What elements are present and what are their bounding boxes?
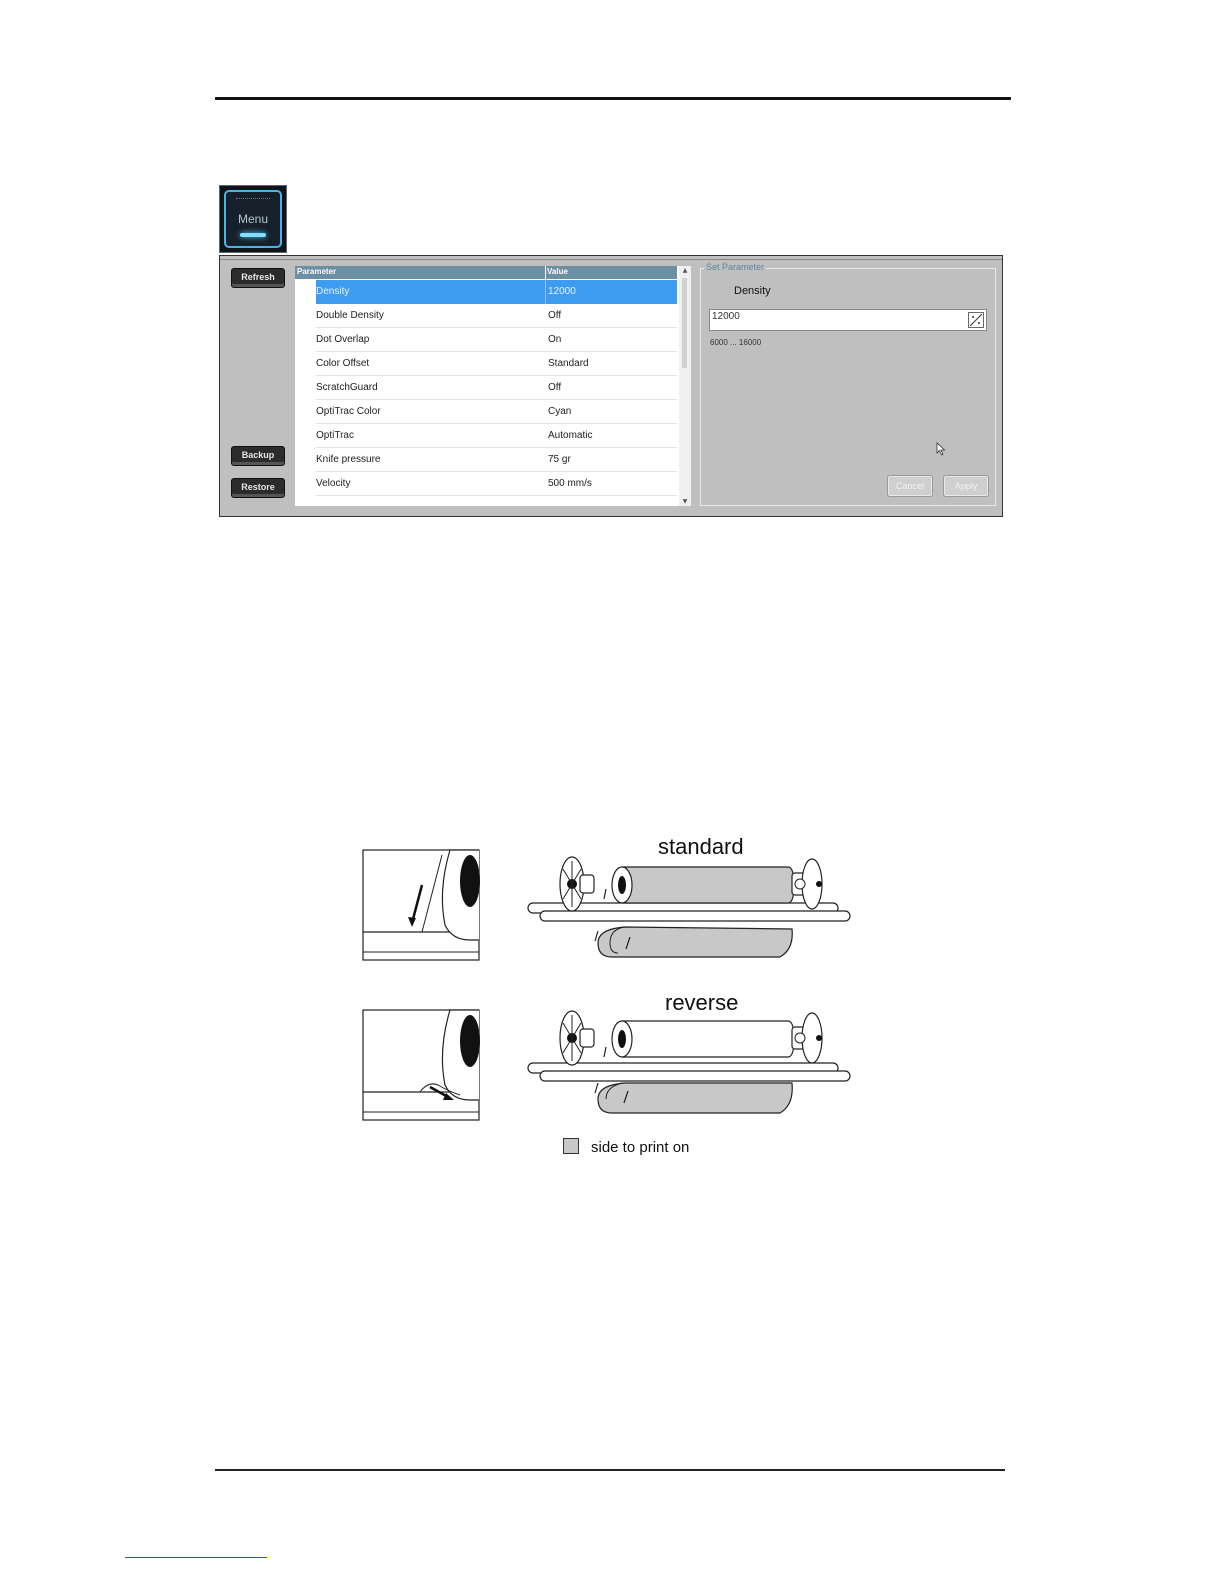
standard-loading-illustration	[360, 845, 860, 970]
row-value: Standard	[548, 358, 589, 369]
row-value: Automatic	[548, 430, 593, 441]
table-row[interactable]	[316, 304, 677, 328]
restore-button[interactable]: Restore	[231, 478, 285, 498]
row-parameter: Double Density	[316, 310, 384, 321]
menu-glow-bar	[240, 233, 266, 237]
cancel-button[interactable]: Cancel	[887, 475, 933, 497]
standard-detail-inset	[363, 850, 480, 960]
scroll-thumb[interactable]	[682, 278, 687, 368]
row-value: 75 gr	[548, 454, 571, 465]
table-row[interactable]	[316, 448, 677, 472]
row-value: On	[548, 334, 562, 345]
row-parameter: Knife pressure	[316, 454, 381, 465]
parameter-value-text: 12000	[712, 311, 740, 322]
bottom-rule	[215, 1469, 1005, 1471]
reverse-detail-inset	[363, 1010, 480, 1120]
row-parameter: Color Offset	[316, 358, 370, 369]
parameter-value-input[interactable]	[709, 309, 987, 331]
parameter-name: Density	[734, 285, 771, 297]
menu-grip	[236, 198, 270, 201]
table-row[interactable]	[316, 280, 677, 304]
keypad-icon[interactable]	[968, 312, 984, 328]
column-header-parameter[interactable]: Parameter	[297, 267, 337, 276]
row-parameter: Density	[316, 286, 350, 297]
table-row[interactable]	[316, 376, 677, 400]
row-value: 500 mm/s	[548, 478, 592, 489]
set-parameter-legend: Set Parameter	[706, 262, 765, 272]
table-scrollbar[interactable]	[679, 266, 691, 506]
row-parameter: OptiTrac	[316, 430, 354, 441]
table-row[interactable]	[316, 352, 677, 376]
row-parameter: OptiTrac Color	[316, 406, 381, 417]
print-side-swatch	[563, 1138, 579, 1154]
refresh-button[interactable]: Refresh	[231, 268, 285, 288]
footer-link-underline[interactable]	[125, 1557, 267, 1558]
row-value: 12000	[548, 286, 576, 297]
parameter-table	[295, 266, 691, 506]
menu-frame	[224, 190, 282, 248]
row-parameter: Velocity	[316, 478, 351, 489]
table-header	[295, 266, 677, 279]
menu-label: Menu	[237, 212, 269, 226]
table-row[interactable]	[316, 328, 677, 352]
print-side-legend	[563, 1138, 689, 1156]
backup-button[interactable]: Backup	[231, 446, 285, 466]
reverse-label: reverse	[665, 990, 739, 1015]
row-parameter: ScratchGuard	[316, 382, 378, 393]
apply-button[interactable]: Apply	[943, 475, 989, 497]
set-parameter-group	[700, 262, 996, 506]
parameter-range: 6000 ... 16000	[710, 338, 762, 347]
reverse-loading-illustration	[360, 1005, 860, 1130]
menu-button[interactable]	[219, 185, 287, 253]
mouse-cursor-icon	[936, 442, 946, 456]
table-row[interactable]	[316, 472, 677, 496]
table-row[interactable]	[316, 400, 677, 424]
column-header-value[interactable]: Value	[547, 267, 568, 276]
row-parameter: Dot Overlap	[316, 334, 370, 345]
parameter-panel	[219, 255, 1003, 517]
print-side-legend-text: side to print on	[591, 1139, 690, 1156]
row-value: Off	[548, 382, 562, 393]
standard-label: standard	[658, 834, 744, 859]
table-row[interactable]	[316, 424, 677, 448]
scroll-down-icon[interactable]: ▼	[682, 498, 688, 505]
row-value: Off	[548, 310, 562, 321]
scroll-up-icon[interactable]: ▲	[682, 267, 688, 274]
top-rule	[215, 97, 1011, 100]
row-value: Cyan	[548, 406, 572, 417]
